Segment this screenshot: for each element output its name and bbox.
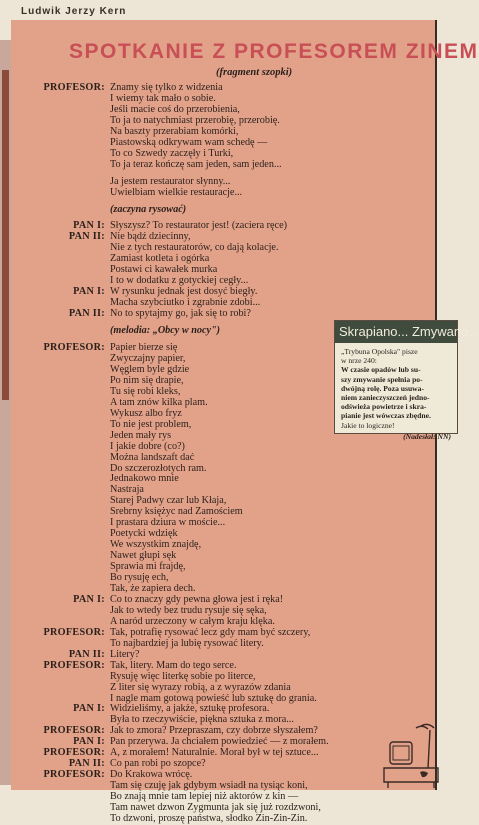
line-text: Poetycki wdzięk [110,528,178,540]
line-text: Pan przerywa. Ja chciałem powiedzieć — z morałem. [110,736,329,748]
illustration-sketch [376,720,446,790]
speaker-label [23,442,110,453]
line-text: Tu się robi kleks, [110,385,181,397]
article-title: SPOTKANIE Z PROFESOREM ZINEM [69,40,479,63]
line-text: Litery? [110,648,140,660]
sidebar-line: Jakie to logiczne! [341,420,395,430]
line-text: A tam znów kilka plam. [110,396,208,408]
line-text: No to spytajmy go, jak się to robi? [110,308,251,320]
line-text: Na baszty przerabiam komórki, [110,125,239,137]
speaker-label: PROFESOR: [43,725,105,737]
line-text: To ja teraz kończę sam jeden, sam jeden... [110,158,282,170]
line-text: A, z morałem! Naturalnie. Morał był w tej sztuce... [110,747,319,759]
line-text: Uwielbiam wielkie restauracje... [110,186,243,198]
line-text: To ja to natychmiast przerobię, przerobię. [110,114,280,126]
line-text: Do szczerozłotych ram. [110,462,207,474]
line-text: I wiemy tak mało o sobie. [110,92,216,104]
script-line [23,254,428,265]
speaker-label: PAN I: [73,286,105,298]
script-line [23,205,428,216]
script-line [23,453,428,464]
left-edge-inner [2,70,9,400]
speaker-label [23,265,110,276]
line-text: Rysuję więc literkę sobie po literce, [110,670,256,682]
speaker-label: PROFESOR: [43,659,105,671]
line-text: Co pan robi po szopce? [110,758,206,770]
speaker-label [23,409,110,420]
speaker-label [23,387,110,398]
script-line [23,814,428,825]
line-text: Piastowską odkrywam wam schedę — [110,136,268,148]
speaker-label: PROFESOR: [43,769,105,781]
speaker-label [23,420,110,431]
speaker-label: PROFESOR: [43,747,105,759]
line-text: Po nim się drapie, [110,374,184,386]
speaker-label: PAN II: [68,231,105,243]
speaker-label: PROFESOR: [43,342,105,354]
speaker-label [23,781,110,792]
speaker-label [23,573,110,584]
speaker-label: PAN I: [73,220,105,232]
speaker-label [23,518,110,529]
line-text: Jednakowo mnie [110,473,179,485]
line-text: Srebrny księżyc nad Zamościem [110,506,243,518]
script-line [23,309,428,320]
line-text: I to w dodatku z gotyckiej cegły... [110,275,249,287]
line-text: I prastara dziura w moście... [110,517,226,529]
speaker-label [23,177,110,188]
line-text: Nie bądź dziecinny, [110,231,191,243]
speaker-label [23,551,110,562]
sidebar-line: szy zmywanie spełnia po- [341,374,423,384]
line-text: Postawi ci kawałek murka [110,264,218,276]
sidebar-line: w nrze 240: [341,356,377,366]
script-line [23,672,428,683]
speaker-label [23,562,110,573]
speaker-label [23,606,110,617]
line-text: Nawet głupi sęk [110,550,177,562]
line-text: Można landszaft dać [110,451,195,463]
speaker-label [23,540,110,551]
speaker-label [23,376,110,387]
script-line [23,540,428,551]
speaker-label [23,326,110,337]
speaker-label [23,474,110,485]
speaker-label: PAN I: [73,703,105,715]
line-text: Wykusz albo fryz [110,407,182,419]
speaker-label [23,398,110,409]
script-line [23,518,428,529]
speaker-label [23,254,110,265]
line-text: Tak, litery. Mam do tego serce. [110,659,237,671]
script-line [23,507,428,518]
script-line [23,650,428,661]
speaker-label [23,365,110,376]
speaker-label: PAN II: [68,758,105,770]
sidebar-line: „Trybuna Opolska" pisze [341,347,418,356]
sidebar-note [334,320,479,441]
line-text: Sprawia mi frajdę, [110,561,186,573]
speaker-label: PAN I: [73,736,105,748]
line-text: W rysunku jednak jest dosyć biegły. [110,286,258,298]
script-line [23,177,428,188]
speaker-label [23,453,110,464]
line-text: I jakie dobre (co?) [110,440,185,452]
script-body [23,83,428,825]
line-text: Tak, że zapiera dech. [110,582,196,594]
stage-direction: (melodia: „Obcy w nocy") [110,325,221,337]
speaker-label [23,205,110,216]
line-text: We wszystkim znajdę, [110,539,202,551]
script-line [23,562,428,573]
line-text: To najbardziej ja lubię rysować litery. [110,637,264,649]
script-line [23,160,428,171]
sidebar-signature: (Nadesłał: NN) [403,431,451,441]
script-line [23,188,428,199]
line-text: Jak to wtedy bez trudu rysuje się sęka, [110,604,267,616]
line-text: Nastraja [110,484,144,496]
speaker-label [23,138,110,149]
speaker-label [23,792,110,803]
speaker-label [23,464,110,475]
speaker-label [23,127,110,138]
line-text: Z liter się wyrazy robią, a z wyrazów zdania [110,681,291,693]
line-text: Węglem byle gdzie [110,363,190,375]
speaker-label [23,149,110,160]
line-text: Zamiast kotleta i ogórka [110,253,210,265]
speaker-label [23,814,110,825]
speaker-label [23,683,110,694]
script-line [23,83,428,94]
article-subtitle: (fragment szopki) [216,67,293,78]
line-text: Jeśli macie coś do przerobienia, [110,103,240,115]
sidebar-line: W czasie opadów lub su- [341,365,421,375]
line-text: Znamy się tylko z widzenia [110,82,223,93]
line-text: Jeden mały rys [110,429,172,441]
sidebar-body [335,343,457,445]
speaker-label: PAN II: [68,648,105,660]
line-text: To dzwoni, proszę państwa, słodko Zin-Zin-Zin. [110,813,308,824]
speaker-label: PROFESOR: [43,82,105,93]
script-line [23,661,428,672]
line-text: Tak, potrafię rysować lecz gdy mam być szczery, [110,626,311,638]
speaker-label [23,485,110,496]
line-text: Tam nawet dzwon Zygmunta jak się już rozdzwoni, [110,802,321,814]
line-text: Zwyczajny papier, [110,352,186,364]
script-line [23,474,428,485]
speaker-label [23,529,110,540]
script-line [23,551,428,562]
line-text: To nie jest problem, [110,418,192,430]
script-line [23,573,428,584]
line-text: Widzieliśmy, a jakże, sztukę profesora. [110,703,270,715]
line-text: Co to znaczy gdy pewna głowa jest i ręka! [110,593,284,605]
line-text: Bo znają mnie tam lepiej niż aktorów z kin — [110,791,299,803]
speaker-label: PAN I: [73,593,105,605]
line-text: Macha szybciutko i zgrabnie zdobi... [110,297,261,309]
line-text: Słyszysz? To restaurator jest! (zaciera ręce) [110,220,288,232]
line-text: Była to rzeczywiście, piękna sztuka z mora... [110,714,294,726]
sidebar-title: Skrapiano... Zmywano... [335,321,457,343]
speaker-label: PROFESOR: [43,626,105,638]
line-text: I nagle mam gotową powieść lub sztukę do grania. [110,692,317,704]
speaker-label [23,507,110,518]
line-text: A naród urzeczony w całym kraju klęka. [110,615,275,627]
script-line [23,243,428,254]
sidebar-line: pianie jest wówczas zbędne. [341,411,431,421]
speaker-label [23,160,110,171]
speaker-label [23,431,110,442]
speaker-label [23,496,110,507]
line-text: Tam się czuję jak gdybym wsiadł na tysiąc koni, [110,780,308,792]
sidebar-line: dwójną rolę. Poza usuwa- [341,383,424,393]
author: Ludwik Jerzy Kern [21,6,127,17]
line-text: Ja jestem restaurator słynny... [110,175,231,187]
sidebar-line: niem zanieczyszczeń jedno- [341,393,430,403]
script-line [23,464,428,475]
speaker-label [23,354,110,365]
speaker-label [23,116,110,127]
line-text: Bo rysuję ech, [110,572,169,584]
stage-direction: (zaczyna rysować) [110,203,187,215]
speaker-label [23,672,110,683]
script-line [23,683,428,694]
line-text: Nie z tych restauratorów, co dają kolacje. [110,242,279,254]
line-text: Papier bierze się [110,342,178,354]
speaker-label [23,105,110,116]
speaker-label [23,188,110,199]
speaker-label: PAN II: [68,308,105,320]
line-text: Jak to zmora? Przepraszam, czy dobrze słyszałem? [110,725,318,737]
speaker-label [23,243,110,254]
speaker-label [23,803,110,814]
line-text: Starej Padwy czar lub Kłaja, [110,495,227,507]
sidebar-line: odświeża powietrze i skra- [341,402,427,412]
speaker-label [23,94,110,105]
script-line [23,529,428,540]
line-text: Do Krakowa wrócę. [110,769,193,781]
line-text: To co Szwedy zaczęły i Turki, [110,147,234,159]
